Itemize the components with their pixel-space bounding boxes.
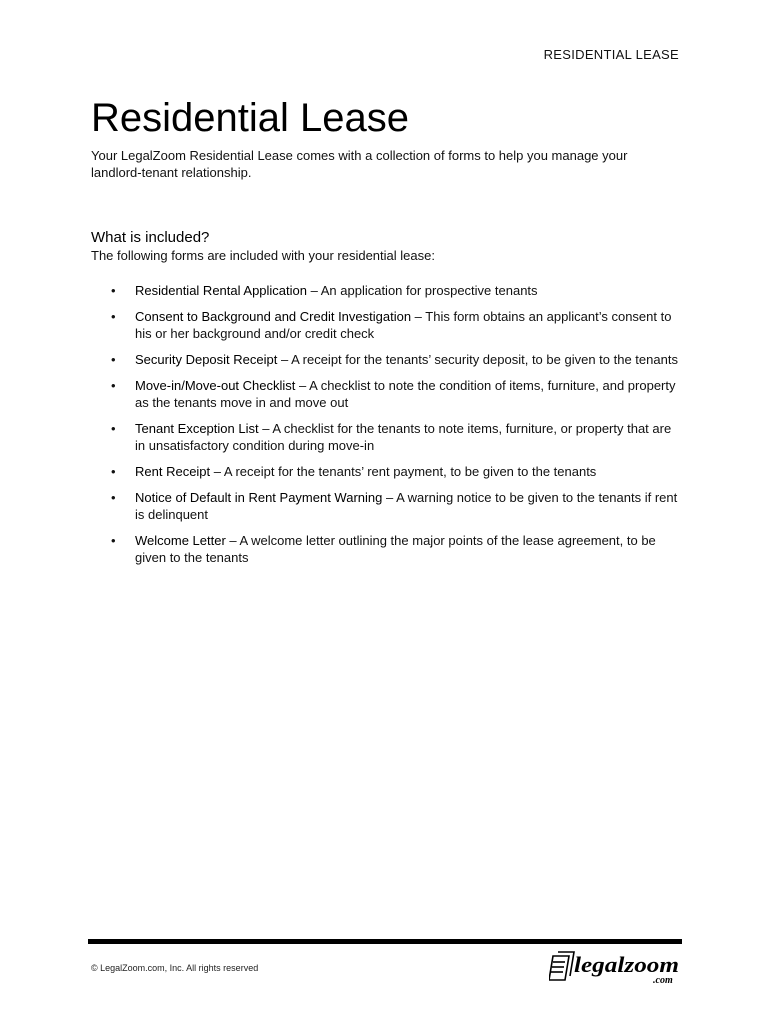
list-item <box>91 308 683 342</box>
logo-wordmark: legalzoom <box>574 952 679 977</box>
list-item <box>91 489 683 523</box>
bullet-icon: • <box>111 352 116 367</box>
bullet-icon: • <box>111 464 116 479</box>
logo-suffix: .com <box>653 975 673 986</box>
legalzoom-logo <box>549 950 682 986</box>
footer-rule <box>88 939 682 944</box>
form-name: Residential Rental Application <box>135 283 307 298</box>
form-name: Move-in/Move-out Checklist <box>135 378 296 393</box>
running-header: RESIDENTIAL LEASE <box>543 47 679 62</box>
form-description: – A receipt for the tenants’ rent payment, to be given to the tenants <box>210 464 597 479</box>
form-name: Security Deposit Receipt <box>135 352 278 367</box>
list-item <box>91 377 683 411</box>
list-item <box>91 463 683 480</box>
form-description: – A warning notice to be given to the tenants if rent is delinquent <box>135 490 678 522</box>
form-name: Tenant Exception List <box>135 421 259 436</box>
bullet-icon: • <box>111 533 116 548</box>
form-description: – A receipt for the tenants’ security deposit, to be given to the tenants <box>277 352 678 367</box>
section-heading: What is included? <box>91 229 210 246</box>
form-description: – A checklist for the tenants to note items, furniture, or property that are in unsatisfactory condition during move-in <box>135 421 672 453</box>
list-item <box>91 351 683 368</box>
bullet-icon: • <box>111 309 116 324</box>
list-item <box>91 532 683 566</box>
form-name: Welcome Letter <box>135 533 226 548</box>
page-title: Residential Lease <box>91 96 409 140</box>
bullet-icon: • <box>111 490 116 505</box>
included-forms-list <box>91 282 683 575</box>
form-name: Rent Receipt <box>135 464 211 479</box>
bullet-icon: • <box>111 378 116 393</box>
list-item <box>91 420 683 454</box>
form-description: – A checklist to note the condition of items, furniture, and property as the tenants move in and move out <box>135 378 676 410</box>
copyright-notice: © LegalZoom.com, Inc. All rights reserved <box>91 963 259 973</box>
legalzoom-document-icon <box>549 952 574 980</box>
bullet-icon: • <box>111 283 116 298</box>
form-description: – A welcome letter outlining the major points of the lease agreement, to be given to the tenants <box>135 533 656 565</box>
bullet-icon: • <box>111 421 116 436</box>
section-subtitle: The following forms are included with your residential lease: <box>91 248 435 263</box>
intro-paragraph: Your LegalZoom Residential Lease comes with a collection of forms to help you manage your landlord-tenant relationship. <box>91 148 628 180</box>
form-name: Consent to Background and Credit Investigation <box>135 309 412 324</box>
form-description: – An application for prospective tenants <box>307 283 538 298</box>
form-name: Notice of Default in Rent Payment Warning <box>135 490 383 505</box>
form-description: – This form obtains an applicant’s consent to his or her background and/or credit check <box>135 309 672 341</box>
list-item <box>91 282 683 299</box>
